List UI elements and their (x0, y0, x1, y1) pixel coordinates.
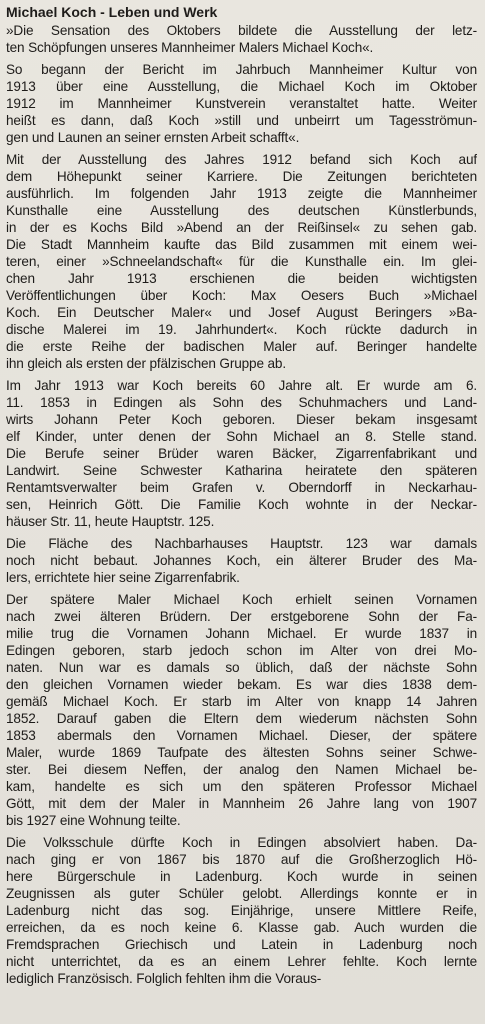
text-line: ster. Bei diesem Neffen, der analog den Namen Michael be- (6, 762, 477, 777)
text-line: Veröffentlichungen über Koch: Max Oesers Buch »Michael (6, 288, 477, 303)
text-line: dem Höhepunkt seiner Karriere. Die Zeitungen berichteten (6, 169, 477, 184)
paragraph (6, 151, 477, 372)
text-line: sen, Heinrich Gött. Die Familie Koch wohnte in der Neckar- (6, 497, 477, 512)
text-line: Gött, mit dem der Maler in Mannheim 26 Jahre lang von 1907 (6, 796, 477, 811)
text-line: in der es Kochs Bild »Abend an der Reißinsel« zu sehen gab. (6, 220, 477, 235)
text-line: ihn gleich als ersten der pfälzischen Gruppe ab. (6, 356, 286, 371)
text-line: wirts Johann Peter Koch geboren. Dieser bekam insgesamt (6, 412, 477, 427)
text-line: Die Stadt Mannheim kaufte das Bild zusammen mit einem wei- (6, 237, 477, 252)
text-line: Die Fläche des Nachbarhauses Hauptstr. 123 war damals (6, 536, 477, 551)
text-line: häuser Str. 11, heute Hauptstr. 125. (6, 514, 215, 529)
text-line: Maler, wurde 1869 Taufpate des ältesten Sohns seiner Schwe- (6, 745, 477, 760)
article-body (6, 22, 477, 987)
text-line: gemäß Michael Koch. Er starb im Alter von knapp 14 Jahren (6, 694, 477, 709)
text-line: »Die Sensation des Oktobers bildete die Ausstellung der letz- (6, 23, 477, 38)
text-line: lers, errichtete hier seine Zigarrenfabrik. (6, 570, 240, 585)
paragraph (6, 591, 477, 829)
paragraph (6, 834, 477, 987)
text-line: erreichen, da es noch keine 6. Klasse gab. Auch wurden die (6, 920, 477, 935)
text-line: heißt es dann, daß Koch »still und unbeirrt um Tagesströmun- (6, 113, 477, 128)
text-line: die erste Reihe der badischen Maler auf. Beringer handelte (6, 339, 477, 354)
text-line: here Bürgerschule in Ladenburg. Koch wurde in seinen (6, 869, 477, 884)
text-line: nach ging er von 1867 bis 1870 auf die Großherzoglich Hö- (6, 852, 477, 867)
text-line: gen und Launen an seiner ernsten Arbeit schafft«. (6, 130, 300, 145)
text-line: Im Jahr 1913 war Koch bereits 60 Jahre alt. Er wurde am 6. (6, 378, 477, 393)
text-line: Kunsthalle eine Ausstellung des deutschen Künstlerbunds, (6, 203, 477, 218)
paragraph (6, 535, 477, 586)
paragraph (6, 22, 477, 56)
text-line: ten Schöpfungen unseres Mannheimer Malers Michael Koch«. (6, 40, 374, 55)
text-line: bis 1927 eine Wohnung teilte. (6, 813, 181, 828)
text-line: 1912 im Mannheimer Kunstverein veranstaltet hatte. Weiter (6, 96, 477, 111)
text-line: Die Berufe seiner Brüder waren Bäcker, Zigarrenfabrikant und (6, 446, 477, 461)
text-line: lediglich Französisch. Folglich fehlten ihm die Voraus- (6, 971, 322, 986)
text-line: Landwirt. Seine Schwester Katharina heiratete den späteren (6, 463, 477, 478)
text-line: dische Malerei im 19. Jahrhundert«. Koch rückte dadurch in (6, 322, 477, 337)
text-line: ausführlich. Im folgenden Jahr 1913 zeigte die Mannheimer (6, 186, 477, 201)
text-line: Ladenburg nicht das sog. Einjährige, unsere Mittlere Reife, (6, 903, 477, 918)
paragraph (6, 61, 477, 146)
paragraph (6, 377, 477, 530)
text-line: Rentamtsverwalter beim Grafen v. Oberndorff in Neckarhau- (6, 480, 477, 495)
text-line: den gleichen Vornamen wieder bekam. Es war dies 1838 dem- (6, 677, 477, 692)
text-line: elf Kinder, unter denen der Sohn Michael an 8. Stelle stand. (6, 429, 477, 444)
text-line: 1853 abermals den Vornamen Michael. Dieser, der spätere (6, 728, 477, 743)
text-line: Fremdsprachen Griechisch und Latein in Ladenburg noch (6, 937, 477, 952)
text-line: chen Jahr 1913 erschienen die beiden wichtigsten (6, 271, 477, 286)
text-line: 11. 1853 in Edingen als Sohn des Schuhmachers und Land- (6, 395, 477, 410)
text-line: noch nicht bebaut. Johannes Koch, ein älterer Bruder des Ma- (6, 553, 477, 568)
text-line: 1913 über eine Ausstellung, die Michael Koch im Oktober (6, 79, 477, 94)
text-line: Zeugnissen als guter Schüler gelobt. Allerdings konnte er in (6, 886, 477, 901)
text-line: kam, handelte es sich um den späteren Professor Michael (6, 779, 477, 794)
page-title: Michael Koch - Leben und Werk (6, 4, 218, 20)
text-line: Mit der Ausstellung des Jahres 1912 befand sich Koch auf (6, 152, 477, 167)
text-line: 1852. Darauf gaben die Eltern dem wiederum nächsten Sohn (6, 711, 477, 726)
text-line: naten. Nun war es damals so üblich, daß der nächste Sohn (6, 660, 477, 675)
text-line: milie trug die Vornamen Johann Michael. Er wurde 1837 in (6, 626, 477, 641)
text-line: Die Volksschule dürfte Koch in Edingen absolviert haben. Da- (6, 835, 477, 850)
text-line: Der spätere Maler Michael Koch erhielt seinen Vornamen (6, 592, 477, 607)
text-line: nicht unterrichtet, da es an einem Lehrer fehlte. Koch lernte (6, 954, 477, 969)
text-line: So begann der Bericht im Jahrbuch Mannheimer Kultur von (6, 62, 477, 77)
text-line: Edingen geboren, starb jedoch schon im Alter von drei Mo- (6, 643, 477, 658)
text-line: Koch. Ein Deutscher Maler« und Josef August Beringers »Ba- (6, 305, 477, 320)
text-line: nach zwei älteren Brüdern. Der erstgeborene Sohn der Fa- (6, 609, 477, 624)
text-line: teren, einer »Schneelandschaft« für die Kunsthalle ein. Im glei- (6, 254, 477, 269)
